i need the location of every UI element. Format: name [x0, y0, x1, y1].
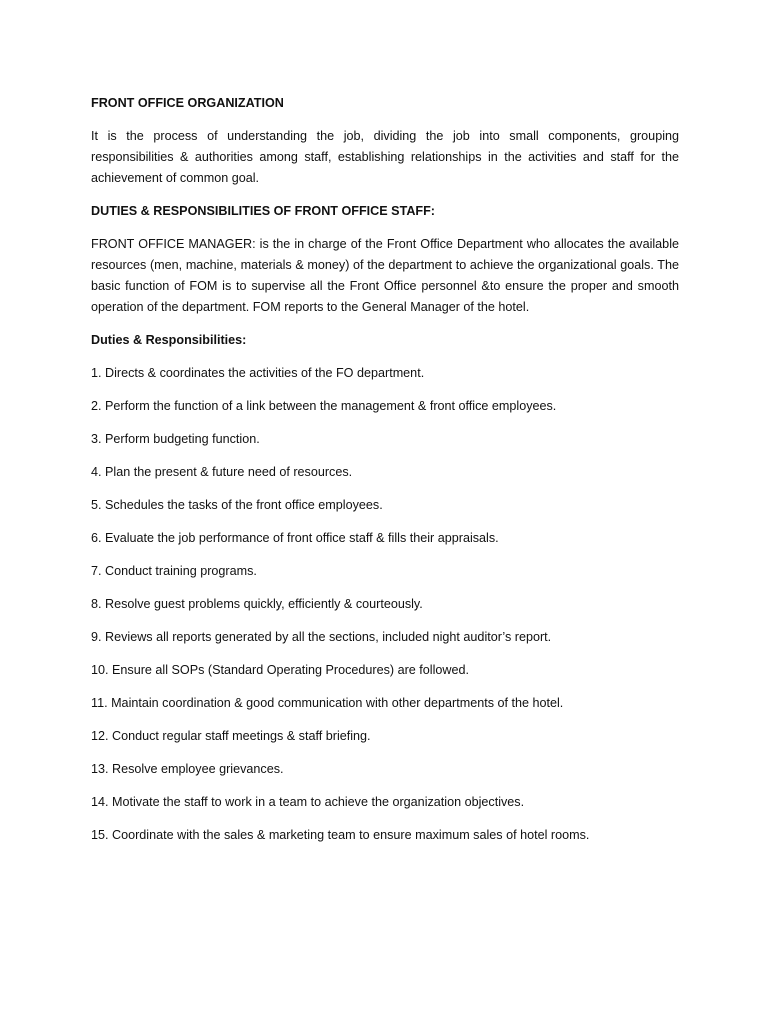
document-title: FRONT OFFICE ORGANIZATION: [91, 96, 284, 110]
list-item: 7. Conduct training programs.: [91, 564, 257, 578]
list-item: 10. Ensure all SOPs (Standard Operating Procedures) are followed.: [91, 663, 470, 677]
duties-list: [91, 363, 679, 846]
spacer: [91, 222, 679, 234]
duties-heading: Duties & Responsibilities:: [91, 333, 247, 347]
list-item: 13. Resolve employee grievances.: [91, 762, 284, 776]
list-item: 14. Motivate the staff to work in a team to achieve the organization objectives.: [91, 795, 525, 809]
manager-paragraph: [91, 234, 679, 318]
list-item: 11. Maintain coordination & good communication with other departments of the hotel.: [91, 696, 564, 710]
manager-label: FRONT OFFICE MANAGER:: [91, 237, 256, 251]
list-item: 12. Conduct regular staff meetings & staff briefing.: [91, 729, 371, 743]
list-item: 4. Plan the present & future need of resources.: [91, 465, 353, 479]
list-item: 8. Resolve guest problems quickly, efficiently & courteously.: [91, 597, 423, 611]
list-item: 6. Evaluate the job performance of front office staff & fills their appraisals.: [91, 531, 499, 545]
intro-paragraph: It is the process of understanding the job, dividing the job into small components, grouping responsibilities & authorities among staff, establishing relationships in the activities and staff for the achievement of common goal.: [91, 129, 679, 185]
list-item: 1. Directs & coordinates the activities of the FO department.: [91, 366, 425, 380]
list-item: 15. Coordinate with the sales & marketing team to ensure maximum sales of hotel rooms.: [91, 828, 590, 842]
list-item: 2. Perform the function of a link between the management & front office employees.: [91, 399, 557, 413]
list-item: 9. Reviews all reports generated by all the sections, included night auditor’s report.: [91, 630, 552, 644]
list-item: 3. Perform budgeting function.: [91, 432, 260, 446]
spacer: [91, 318, 679, 330]
spacer: [91, 351, 679, 363]
spacer: [91, 189, 679, 201]
section-heading: DUTIES & RESPONSIBILITIES OF FRONT OFFICE STAFF:: [91, 204, 435, 218]
document-page: [91, 93, 679, 846]
list-item: 5. Schedules the tasks of the front office employees.: [91, 498, 383, 512]
manager-text: is the in charge of the Front Office Department who allocates the available resources (men, machine, materials & money) of the department to achieve the organizational goals. The basic function of FOM is to supervise all the Front Office personnel &to ensure the proper and smooth operation of the department. FOM reports to the General Manager of the hotel.: [91, 237, 679, 314]
spacer: [91, 114, 679, 126]
